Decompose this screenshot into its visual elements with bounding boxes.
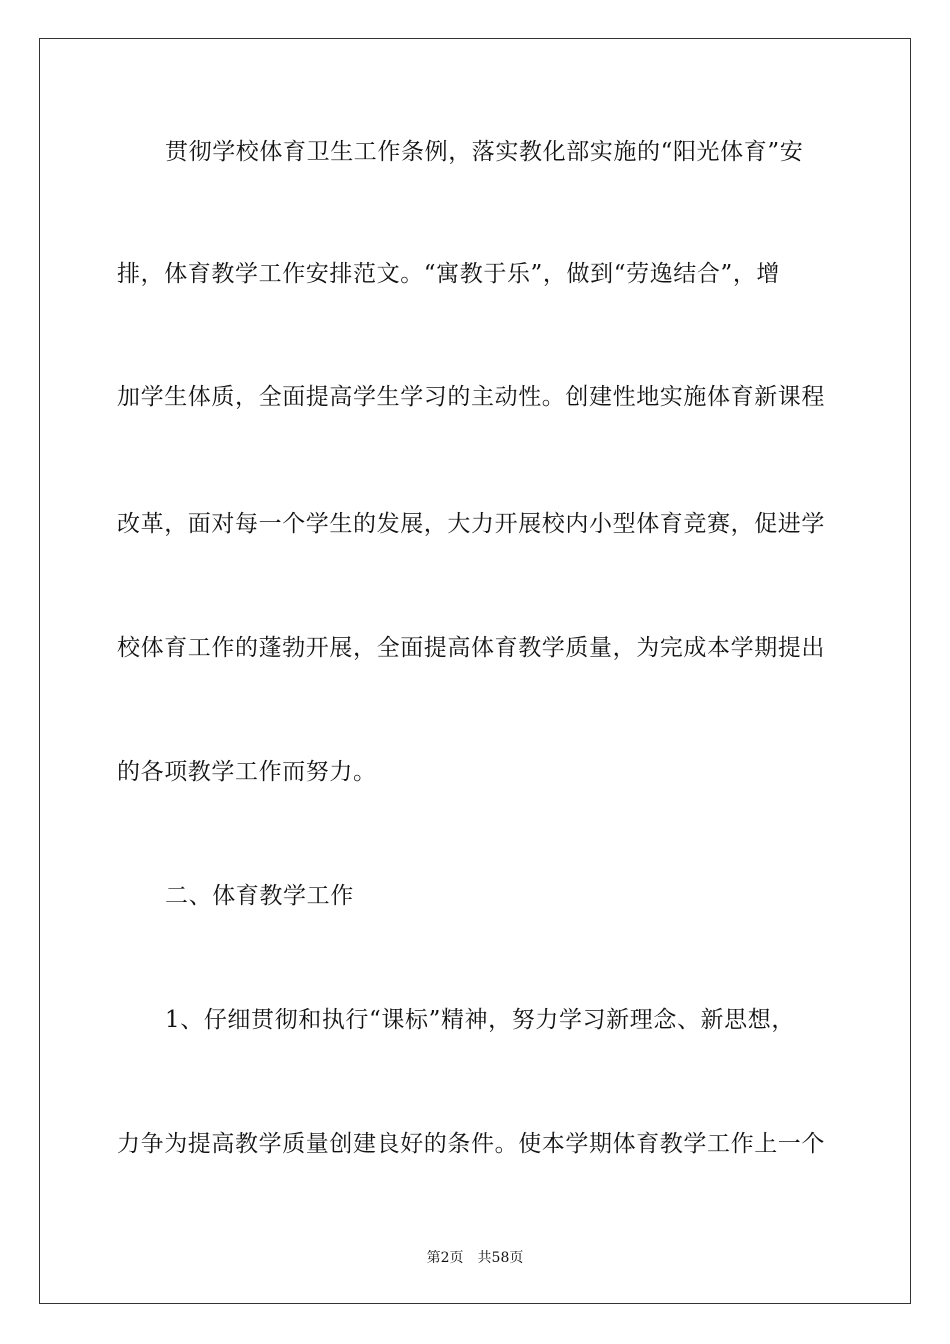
- paragraph-line: 加学生体质，全面提高学生学习的主动性。创建性地实施体育新课程: [117, 384, 825, 410]
- paragraph-line: 校体育工作的蓬勃开展，全面提高体育教学质量，为完成本学期提出: [117, 635, 825, 661]
- page-total: 共58页: [477, 1250, 524, 1266]
- paragraph-line: 的各项教学工作而努力。: [117, 759, 377, 785]
- page-footer: [0, 1249, 950, 1267]
- section-heading: 二、体育教学工作: [165, 883, 354, 909]
- page-border: [39, 38, 911, 1304]
- paragraph-line: 力争为提高教学质量创建良好的条件。使本学期体育教学工作上一个: [117, 1131, 825, 1157]
- paragraph-line: 贯彻学校体育卫生工作条例，落实教化部实施的“阳光体育”安: [165, 139, 804, 165]
- paragraph-line: 1、仔细贯彻和执行“课标”精神，努力学习新理念、新思想，: [165, 1007, 795, 1033]
- paragraph-line: 排，体育教学工作安排范文。“寓教于乐”，做到“劳逸结合”，增: [117, 261, 781, 287]
- page-number: 第2页: [426, 1250, 464, 1266]
- paragraph-line: 改革，面对每一个学生的发展，大力开展校内小型体育竞赛，促进学: [117, 511, 825, 537]
